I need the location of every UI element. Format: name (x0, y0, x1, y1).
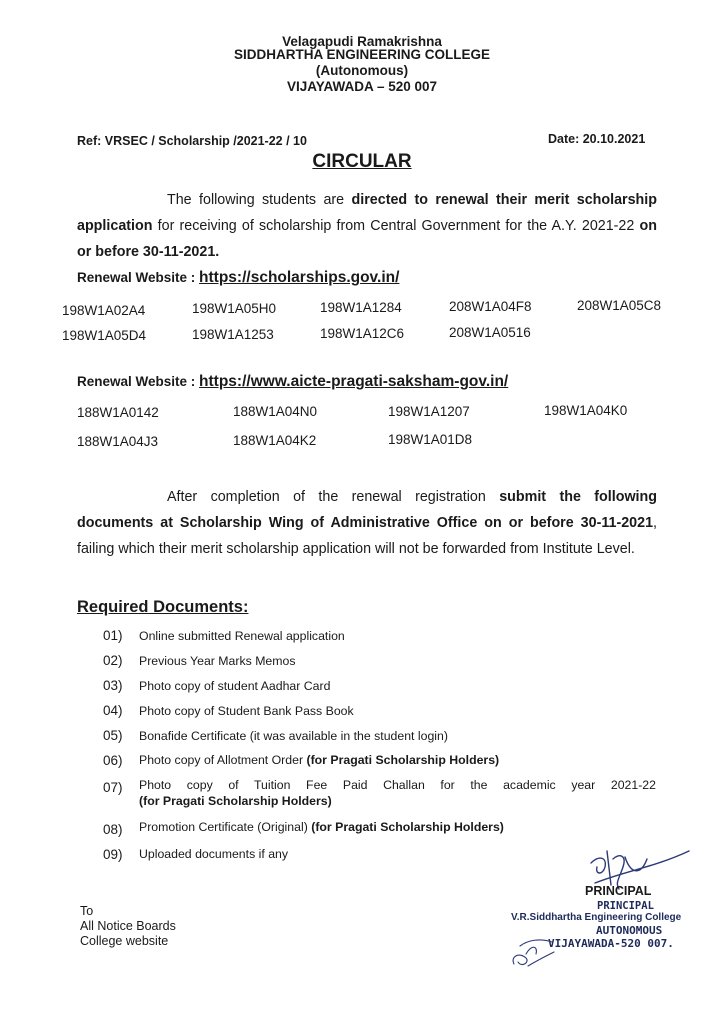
header-city: VIJAYAWADA – 520 007 (286, 79, 438, 94)
document-text (139, 847, 288, 861)
document-text (139, 820, 504, 834)
circular-date: Date: 20.10.2021 (548, 132, 646, 146)
roll-number: 198W1A02A4 (62, 303, 146, 318)
header-autonomous: (Autonomous) (315, 63, 409, 78)
instructions-text-1: After completion of the renewal registration (167, 489, 500, 505)
document-text (139, 654, 296, 668)
renewal-url-aicte[interactable]: https://www.aicte-pragati-saksham-gov.in/ (199, 373, 509, 390)
roll-number: 198W1A1207 (388, 404, 470, 419)
renewal-website-2 (77, 373, 508, 391)
document-text (139, 679, 330, 693)
header-line-1: Velagapudi Ramakrishna (282, 34, 442, 49)
document-text (139, 704, 354, 718)
document-label: Photo copy of Allotment Order (139, 753, 307, 767)
document-number: 08) (103, 822, 123, 837)
required-documents-heading: Required Documents: (77, 598, 249, 616)
roll-number: 188W1A0142 (77, 405, 159, 420)
document-number: 05) (103, 728, 123, 743)
roll-number: 198W1A04K0 (544, 403, 628, 418)
to-notice-boards: All Notice Boards (80, 919, 176, 933)
document-number: 07) (103, 780, 123, 795)
document-text (139, 777, 656, 793)
roll-number: 208W1A04F8 (449, 299, 532, 314)
header-college-name: SIDDHARTHA ENGINEERING COLLEGE (233, 47, 490, 62)
roll-number: 188W1A04J3 (77, 434, 159, 449)
document-label: Online submitted Renewal application (139, 629, 345, 643)
initial-scribble-icon (508, 930, 558, 972)
roll-number: 208W1A05C8 (577, 298, 662, 313)
principal-label: PRINCIPAL (585, 884, 652, 898)
intro-text-1: The following students are (167, 192, 352, 208)
stamp-line-4: VIJAYAWADA-520 007. (548, 937, 674, 950)
document-label: Promotion Certificate (Original) (139, 820, 312, 834)
stamp-line-2: V.R.Siddhartha Engineering College (511, 912, 682, 923)
renewal-url-scholarships[interactable]: https://scholarships.gov.in/ (199, 269, 400, 286)
roll-number: 198W1A1253 (192, 327, 274, 342)
document-qualifier: (for Pragati Scholarship Holders) (139, 794, 332, 808)
document-number: 03) (103, 678, 123, 693)
document-number: 02) (103, 653, 123, 668)
document-text (139, 794, 332, 808)
document-label: Previous Year Marks Memos (139, 654, 296, 668)
intro-paragraph (77, 187, 657, 265)
roll-number: 198W1A01D8 (388, 432, 473, 447)
roll-number: 198W1A05D4 (62, 328, 147, 343)
roll-number: 188W1A04N0 (233, 404, 318, 419)
document-label: Uploaded documents if any (139, 847, 289, 861)
document-number: 04) (103, 703, 123, 718)
document-label: Photo copy of student Aadhar Card (139, 679, 331, 693)
roll-number: 198W1A12C6 (320, 326, 405, 341)
reference-number: Ref: VRSEC / Scholarship /2021-22 / 10 (77, 134, 307, 148)
renewal-label: Renewal Website : (77, 270, 200, 285)
intro-bold-1: directed to renewal their merit scholarship application (77, 192, 657, 234)
document-text (139, 753, 499, 767)
roll-number: 208W1A0516 (449, 325, 531, 340)
roll-number: 198W1A05H0 (192, 301, 277, 316)
to-college-website: College website (80, 934, 169, 948)
stamp-line-1: PRINCIPAL (597, 900, 654, 912)
instructions-paragraph (77, 484, 657, 562)
document-qualifier: (for Pragati Scholarship Holders) (311, 820, 504, 834)
instructions-bold: submit the following documents at Scholarship Wing of Administrative Office on or before 30-11-2021 (77, 489, 657, 531)
to-label: To (80, 904, 94, 918)
document-number: 01) (103, 628, 123, 643)
document-text (139, 729, 448, 743)
intro-text-2: for receiving of scholarship from Central Government for the A.Y. 2021-22 (152, 218, 640, 234)
roll-number: 198W1A1284 (320, 300, 402, 315)
document-label: Bonafide Certificate (it was available in the student login) (139, 729, 448, 743)
renewal-label: Renewal Website : (77, 374, 200, 389)
document-number: 09) (103, 847, 123, 862)
instructions-text-2: , failing which their merit scholarship application will not be forwarded from Institute Level. (77, 515, 657, 557)
circular-title: CIRCULAR (312, 151, 412, 172)
renewal-website-1 (77, 269, 399, 287)
document-label: Photo copy of Student Bank Pass Book (139, 704, 354, 718)
document-text (139, 629, 345, 643)
intro-bold-deadline: on or before 30-11-2021. (77, 218, 657, 260)
stamp-line-3: AUTONOMOUS (596, 924, 663, 937)
document-qualifier: (for Pragati Scholarship Holders) (306, 753, 500, 767)
document-number: 06) (103, 753, 123, 768)
document-label: Photo copy of Tuition Fee Paid Challan for the academic year 2021-22 (139, 778, 656, 792)
roll-number: 188W1A04K2 (233, 433, 317, 448)
